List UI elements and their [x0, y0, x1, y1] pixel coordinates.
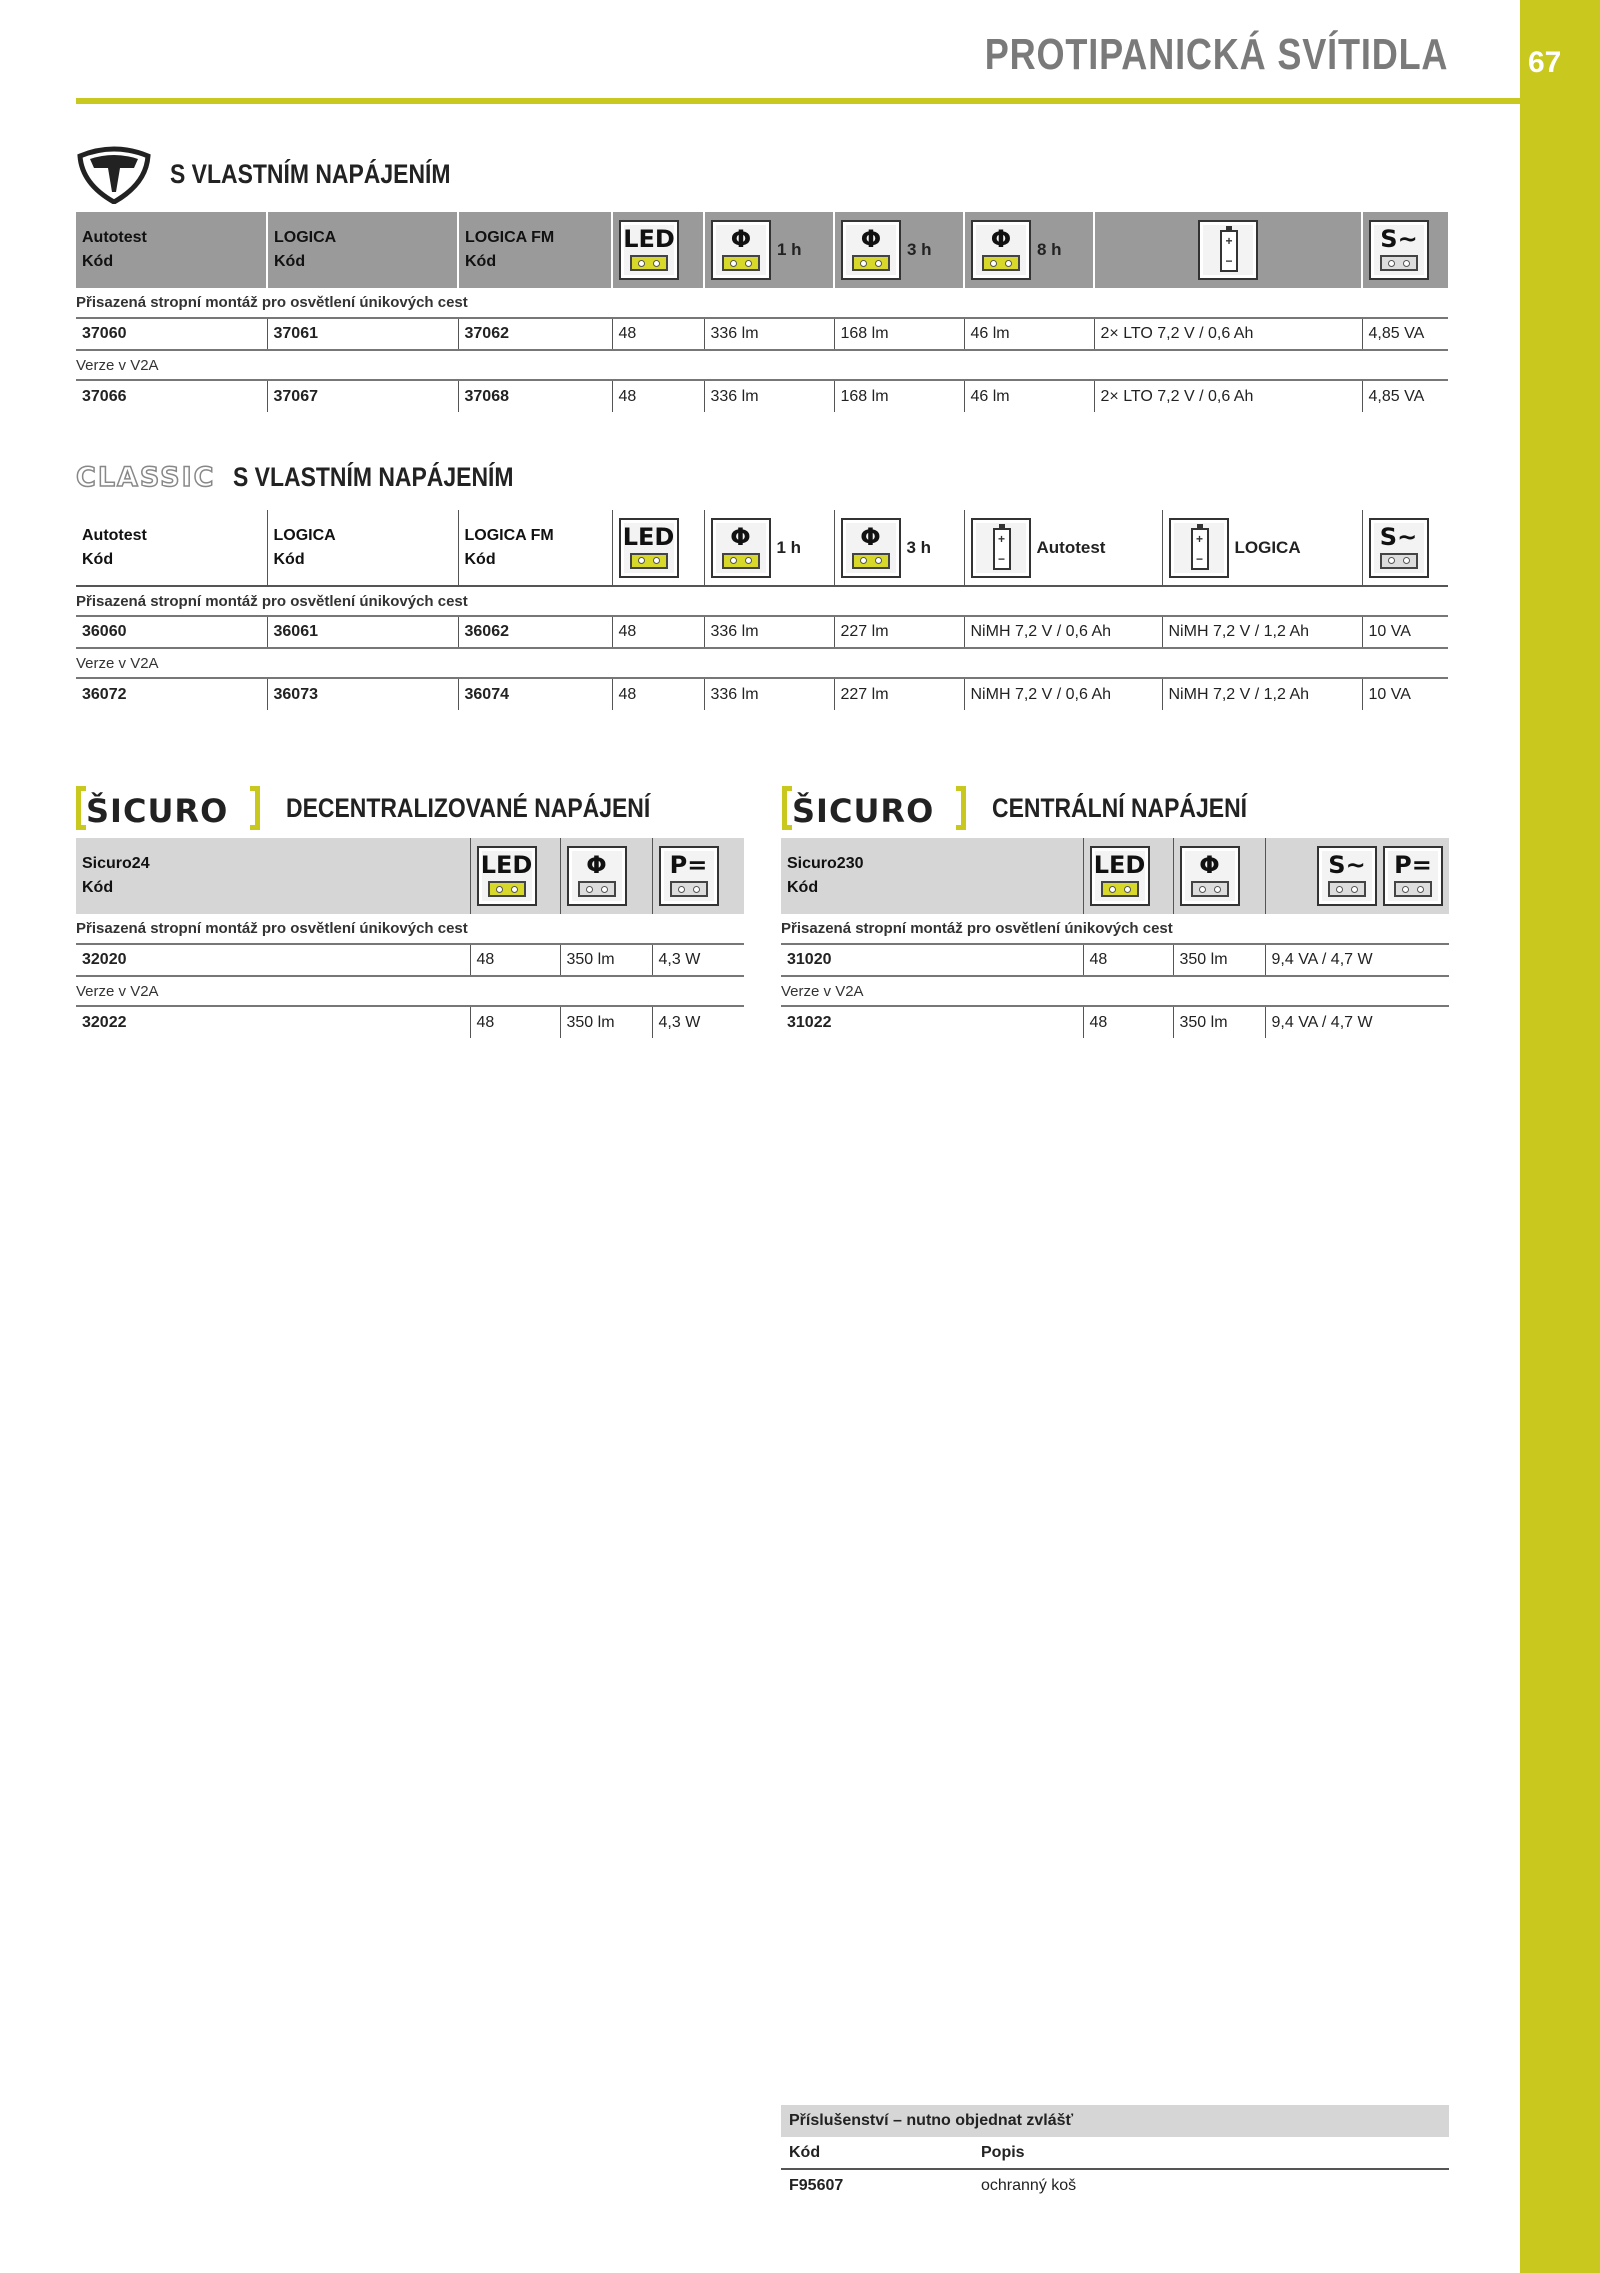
code-cell: 31020 [781, 944, 1083, 976]
value-cell: 4,3 W [658, 951, 701, 968]
value-cell: 227 lm [834, 678, 964, 710]
mounting-note: Přisazená stropní montáž pro osvětlení únikových cest [76, 914, 744, 944]
battery-icon: + − [1198, 220, 1258, 280]
table-header-row [76, 510, 1448, 586]
value-cell: 336 lm [704, 678, 834, 710]
value-cell: 9,4 VA / 4,7 W [1271, 951, 1373, 968]
led-icon: LED [619, 220, 679, 280]
value-cell: 4,85 VA [1368, 325, 1425, 342]
value-cell: 336 lm [704, 616, 834, 648]
table-row [76, 616, 1448, 648]
accessories-table [781, 2105, 1449, 2201]
ac-power-icon: S~ [1369, 518, 1429, 578]
luminous-flux-icon: Φ [1180, 846, 1240, 906]
flux-1h-header: Φ 1 h [704, 212, 834, 288]
value-cell: 46 lm [964, 318, 1094, 350]
luminous-flux-icon: Φ [841, 220, 901, 280]
luminous-flux-icon: Φ [711, 518, 771, 578]
section4-title: CENTRÁLNÍ NAPÁJENÍ [992, 792, 1248, 823]
section4-heading [788, 786, 1292, 830]
value-cell: 350 lm [560, 944, 652, 976]
value-cell: NiMH 7,2 V / 0,6 Ah [964, 678, 1162, 710]
header-cell: LOGICA Kód [267, 510, 458, 586]
classic-logo: CLASSIC [76, 462, 216, 493]
code-cell: 36072 [76, 678, 267, 710]
version-note: Verze v V2A [76, 648, 1448, 678]
value-cell: 336 lm [704, 380, 834, 412]
code-cell: 37061 [267, 318, 458, 350]
luminous-flux-icon: Φ [971, 220, 1031, 280]
battery-icon: + − [971, 518, 1031, 578]
value-cell: 10 VA [1368, 685, 1411, 703]
header-cell: LOGICA FM Kód [458, 212, 612, 288]
section2-heading [76, 462, 564, 493]
value-cell: 9,4 VA / 4,7 W [1271, 1013, 1373, 1031]
value-cell: 46 lm [964, 380, 1094, 412]
ac-power-icon: S~ [1317, 846, 1377, 906]
sicuro-logo: ŠICURO [82, 786, 268, 830]
ac-power-icon: S~ [1369, 220, 1429, 280]
power-header [1265, 838, 1449, 914]
flux-8h-header: Φ 8 h [964, 212, 1094, 288]
battery-header [1094, 212, 1362, 288]
value-cell: 48 [1083, 1006, 1173, 1038]
section1-heading [76, 144, 500, 204]
section1-title: S VLASTNÍM NAPÁJENÍM [170, 158, 451, 189]
mounting-note: Přisazená stropní montáž pro osvětlení únikových cest [76, 288, 1448, 318]
led-icon: LED [477, 846, 537, 906]
dc-power-icon: P= [1383, 846, 1443, 906]
sidebar-accent-bar [1520, 0, 1600, 2273]
code-cell: 36074 [458, 678, 612, 710]
code-cell: 37060 [76, 318, 267, 350]
code-cell: 37068 [458, 380, 612, 412]
code-cell: 36061 [267, 616, 458, 648]
mounting-note: Přisazená stropní montáž pro osvětlení únikových cest [781, 914, 1449, 944]
section3-heading [82, 786, 715, 830]
flux-header [560, 838, 652, 914]
dc-power-header [652, 838, 744, 914]
value-cell: 10 VA [1368, 623, 1411, 640]
table-header-row [781, 838, 1449, 914]
page-number: 67 [1528, 46, 1562, 79]
section3-table [76, 838, 744, 1038]
led-icon: LED [1090, 846, 1150, 906]
version-note: Verze v V2A [76, 976, 744, 1006]
table-header-row [76, 838, 744, 914]
section2-title: S VLASTNÍM NAPÁJENÍM [233, 462, 514, 492]
header-cell: Autotest Kód [76, 212, 267, 288]
t-shield-icon [76, 144, 152, 204]
version-note: Verze v V2A [781, 976, 1449, 1006]
accessories-code-header: Kód [781, 2137, 973, 2169]
battery-icon: + − [1169, 518, 1229, 578]
table-row [781, 2169, 1449, 2201]
power-header [1362, 510, 1448, 586]
value-cell: NiMH 7,2 V / 1,2 Ah [1162, 678, 1362, 710]
led-icon: LED [619, 518, 679, 578]
header-cell: Sicuro24 Kód [76, 838, 470, 914]
led-header [470, 838, 560, 914]
flux-3h-header: Φ 3 h [834, 212, 964, 288]
mounting-note: Přisazená stropní montáž pro osvětlení únikových cest [76, 586, 1448, 616]
luminous-flux-icon: Φ [567, 846, 627, 906]
value-cell: 48 [612, 318, 704, 350]
value-cell: 336 lm [704, 318, 834, 350]
value-cell: 168 lm [834, 380, 964, 412]
section1-table [76, 212, 1448, 412]
table-row [76, 944, 744, 976]
accessories-desc-header: Popis [973, 2137, 1449, 2169]
led-header [612, 212, 704, 288]
section3-title: DECENTRALIZOVANÉ NAPÁJENÍ [286, 792, 651, 823]
value-cell: 4,3 W [658, 1013, 701, 1031]
header-cell: Sicuro230 Kód [781, 838, 1083, 914]
section2-table [76, 510, 1448, 710]
value-cell: 168 lm [834, 318, 964, 350]
table-row [76, 678, 1448, 710]
power-header [1362, 212, 1448, 288]
code-cell: 36062 [458, 616, 612, 648]
table-row [781, 1006, 1449, 1038]
luminous-flux-icon: Φ [711, 220, 771, 280]
flux-1h-header: Φ 1 h [704, 510, 834, 586]
table-row [76, 380, 1448, 412]
battery-autotest-header: + − Autotest [964, 510, 1162, 586]
code-cell: 37062 [458, 318, 612, 350]
table-row [76, 318, 1448, 350]
table-header-row [76, 212, 1448, 288]
accessory-desc: ochranný koš [981, 2176, 1077, 2194]
accessories-title: Příslušenství – nutno objednat zvlášť [781, 2105, 1449, 2137]
title-rule [76, 98, 1520, 104]
code-cell: 36060 [76, 616, 267, 648]
led-header [612, 510, 704, 586]
value-cell: NiMH 7,2 V / 0,6 Ah [964, 616, 1162, 648]
value-cell: 350 lm [560, 1006, 652, 1038]
sicuro-logo: ŠICURO [788, 786, 974, 830]
page-title: PROTIPANICKÁ SVÍTIDLA [984, 30, 1448, 79]
value-cell: 2× LTO 7,2 V / 0,6 Ah [1094, 318, 1362, 350]
table-row [76, 1006, 744, 1038]
value-cell: 48 [612, 678, 704, 710]
flux-3h-header: Φ 3 h [834, 510, 964, 586]
value-cell: NiMH 7,2 V / 1,2 Ah [1162, 616, 1362, 648]
value-cell: 48 [470, 1006, 560, 1038]
section4-table [781, 838, 1449, 1038]
flux-header [1173, 838, 1265, 914]
value-cell: 350 lm [1173, 1006, 1265, 1038]
table-row [781, 944, 1449, 976]
value-cell: 48 [612, 380, 704, 412]
header-cell: LOGICA FM Kód [458, 510, 612, 586]
code-cell: 31022 [781, 1006, 1083, 1038]
value-cell: 48 [470, 944, 560, 976]
header-cell: LOGICA Kód [267, 212, 458, 288]
value-cell: 48 [1083, 944, 1173, 976]
value-cell: 2× LTO 7,2 V / 0,6 Ah [1094, 380, 1362, 412]
battery-logica-header: + − LOGICA [1162, 510, 1362, 586]
value-cell: 227 lm [834, 616, 964, 648]
code-cell: 32022 [76, 1006, 470, 1038]
luminous-flux-icon: Φ [841, 518, 901, 578]
accessories-header-row [781, 2137, 1449, 2169]
version-note: Verze v V2A [76, 350, 1448, 380]
value-cell: 48 [612, 616, 704, 648]
value-cell: 4,85 VA [1368, 387, 1425, 405]
header-cell: Autotest Kód [76, 510, 267, 586]
code-cell: 32020 [76, 944, 470, 976]
accessory-code: F95607 [789, 2176, 844, 2194]
code-cell: 37066 [76, 380, 267, 412]
code-cell: 36073 [267, 678, 458, 710]
led-header [1083, 838, 1173, 914]
dc-power-icon: P= [659, 846, 719, 906]
value-cell: 350 lm [1173, 944, 1265, 976]
code-cell: 37067 [267, 380, 458, 412]
